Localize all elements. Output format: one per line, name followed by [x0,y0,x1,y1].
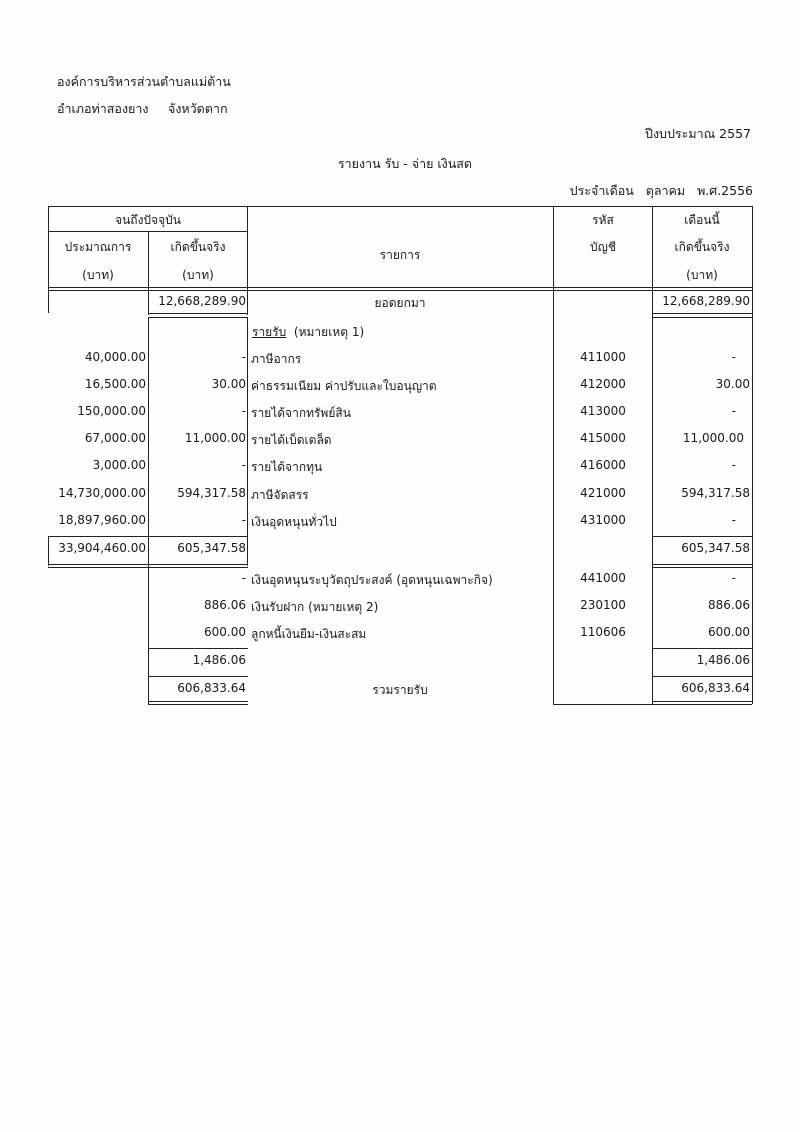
period-month: ตุลาคม [645,183,686,198]
income-heading-note: (หมายเหตุ 1) [293,325,365,339]
row-month: - [731,350,736,364]
header-to-date: จนถึงปัจจุบัน [115,213,181,227]
period-label: ประจำเดือน [569,183,634,198]
row-month: 886.06 [708,598,750,612]
income-subtotal-month: 605,347.58 [681,541,750,555]
row-actual: - [241,404,246,418]
row-month: 594,317.58 [681,486,750,500]
total-actual: 606,833.64 [177,681,246,695]
carried-forward-label: ยอดยกมา [374,296,426,310]
header-items: รายการ [379,248,421,262]
row-actual: - [241,458,246,472]
header-actual-unit: (บาท) [182,268,214,282]
row-code: 431000 [580,513,626,527]
row-actual: 886.06 [204,598,246,612]
row-budget: 40,000.00 [84,350,146,364]
row-item: รายได้จากทุน [251,460,323,474]
row-code: 416000 [580,458,626,472]
fiscal-year: ปีงบประมาณ 2557 [645,126,751,141]
header-budget-unit: (บาท) [82,268,114,282]
total-label: รวมรายรับ [372,683,428,697]
income-heading [252,323,364,342]
row-budget: 18,897,960.00 [58,513,146,527]
row-month: 11,000.00 [682,431,744,445]
row-month: - [731,458,736,472]
header-actual: เกิดขึ้นจริง [170,240,226,254]
row-actual: 30.00 [211,377,246,391]
row-actual: 594,317.58 [177,486,246,500]
org-district: อำเภอท่าสองยาง [57,101,149,116]
row-code: 415000 [580,431,626,445]
row-budget: 150,000.00 [77,404,146,418]
row-code: 421000 [580,486,626,500]
row-item: เงินอุดหนุนทั่วไป [251,515,337,529]
row-budget: 3,000.00 [92,458,146,472]
period-year: พ.ศ.2556 [697,183,753,198]
row-code: 411000 [580,350,626,364]
row-item: ค่าธรรมเนียม ค่าปรับและใบอนุญาต [251,379,437,393]
income-subtotal-budget: 33,904,460.00 [58,541,146,555]
other-subtotal-actual: 1,486.06 [192,653,246,667]
row-budget: 67,000.00 [84,431,146,445]
row-item: รายได้เบ็ดเตล็ด [251,433,332,447]
row-month: 30.00 [715,377,750,391]
row-item: เงินรับฝาก (หมายเหตุ 2) [251,600,379,614]
row-budget: 14,730,000.00 [58,486,146,500]
other-subtotal-month: 1,486.06 [696,653,750,667]
header-this-month-actual: เกิดขึ้นจริง [674,240,730,254]
header-budget: ประมาณการ [64,240,132,254]
row-item: เงินอุดหนุนระบุวัตถุประสงค์ (อุดหนุนเฉพาะกิจ) [251,573,493,587]
row-item: รายได้จากทรัพย์สิน [251,406,351,420]
row-code: 110606 [580,625,626,639]
org-province: จังหวัดตาก [168,101,228,116]
row-actual: 600.00 [204,625,246,639]
income-heading-label: รายรับ [252,325,287,339]
row-actual: 11,000.00 [184,431,246,445]
row-actual: - [241,571,246,585]
row-code: 412000 [580,377,626,391]
total-month: 606,833.64 [681,681,750,695]
header-code-bottom: บัญชี [590,240,616,254]
row-code: 413000 [580,404,626,418]
header-this-month: เดือนนี้ [684,213,720,227]
header-this-month-unit: (บาท) [686,268,718,282]
row-item: ลูกหนี้เงินยืม-เงินสะสม [251,627,367,641]
row-month: 600.00 [708,625,750,639]
row-item: ภาษีอากร [251,352,302,366]
row-actual: - [241,513,246,527]
row-budget: 16,500.00 [84,377,146,391]
row-code: 230100 [580,598,626,612]
carried-forward-actual: 12,668,289.90 [158,294,246,308]
carried-forward-month: 12,668,289.90 [662,294,750,308]
row-code: 441000 [580,571,626,585]
row-month: - [731,513,736,527]
header-code-top: รหัส [592,213,614,227]
period-line [570,181,753,201]
income-subtotal-actual: 605,347.58 [177,541,246,555]
org-name: องค์การบริหารส่วนตำบลแม่ต้าน [57,74,231,89]
row-month: - [731,404,736,418]
report-title: รายงาน รับ - จ่าย เงินสด [337,156,473,171]
row-item: ภาษีจัดสรร [251,488,309,502]
row-actual: - [241,350,246,364]
row-month: - [731,571,736,585]
